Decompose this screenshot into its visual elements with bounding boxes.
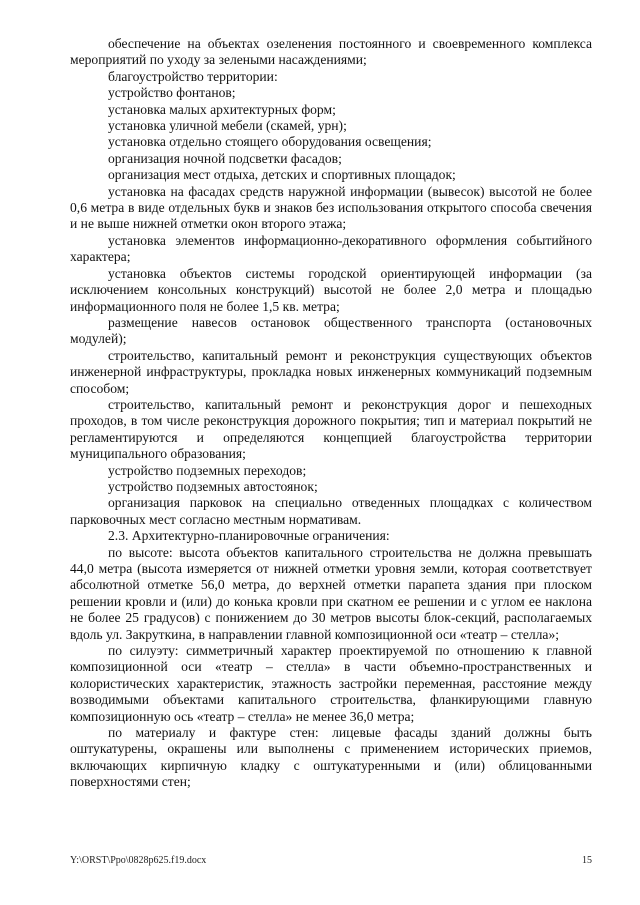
paragraph: по высоте: высота объектов капитального строительства не должна превышать 44,0 метра (высота измеряется от нижней отметки уровня земли, которая соответствует абсолютной отметке 56,0 метра, до верхней отметки парапета здания при плоском решении кровли и (или) до конька кровли при скатном ее решении и с углом ее наклона не более 25 градусов) с понижением до 30 метров высоты блок-секций, располагаемых вдоль ул. Закруткина, в направлении главной композиционной оси «театр – стелла»; (70, 544, 592, 642)
paragraph: организация парковок на специально отведенных площадках с количеством парковочных мест согласно местным нормативам. (70, 495, 592, 527)
paragraph: установка на фасадах средств наружной информации (вывесок) высотой не более 0,6 метра в виде отдельных букв и знаков без использования открытого способа свечения и не выше нижней отметки окон второго этажа; (70, 183, 592, 232)
paragraph: устройство фонтанов; (108, 85, 236, 101)
paragraph: организация ночной подсветки фасадов; (108, 150, 342, 166)
paragraph: размещение навесов остановок общественного транспорта (остановочных модулей); (70, 314, 592, 347)
file-path: Y:\ORST\Ppo\0828p625.f19.docx (70, 855, 207, 866)
paragraph: установка уличной мебели (скамей, урн); (108, 118, 347, 134)
paragraph: организация мест отдыха, детских и спортивных площадок; (108, 167, 456, 183)
paragraph: обеспечение на объектах озеленения постоянного и своевременного комплекса мероприятий по уходу за зелеными насаждениями; (70, 36, 592, 68)
paragraph: строительство, капитальный ремонт и реконструкция существующих объектов инженерной инфраструктуры, прокладка новых инженерных коммуникаций подземным способом; (70, 347, 592, 396)
paragraph: благоустройство территории: (108, 68, 278, 84)
paragraph: устройство подземных автостоянок; (108, 478, 318, 494)
paragraph: установка объектов системы городской ориентирующей информации (за исключением консольных конструкций) высотой не более 2,0 метра и площадью информационного поля не более 1,5 кв. метра; (70, 265, 592, 314)
paragraph: по материалу и фактуре стен: лицевые фасады зданий должны быть оштукатурены, окрашены или выполнены с применением исторических приемов, включающих кирпичную кладку с оштукатуренными и (или) облицованными поверхностями стен; (70, 725, 592, 790)
paragraph: по силуэту: симметричный характер проектируемой по отношению к главной композиционной оси «театр – стелла» в части объемно-пространственных и колористических характеристик, этажность застройки переменная, расстояние между возводимыми объектами капитального строительства, фланкирующими главную композиционную ось «театр – стелла» не менее 36,0 метра; (70, 643, 592, 724)
document-body (70, 36, 592, 791)
paragraph: строительство, капитальный ремонт и реконструкция дорог и пешеходных проходов, в том числе реконструкция дорожного покрытия; тип и материал покрытий не регламентируются и определяются концепцией благоустройства территории муниципального образования; (70, 396, 592, 462)
paragraph: установка элементов информационно-декоративного оформления событийного характера; (70, 232, 592, 265)
paragraph: установка отдельно стоящего оборудования освещения; (108, 134, 432, 150)
paragraph: устройство подземных переходов; (108, 462, 307, 478)
section-heading: 2.3. Архитектурно-планировочные ограничения: (108, 528, 390, 544)
page-number: 15 (582, 855, 592, 866)
paragraph: установка малых архитектурных форм; (108, 101, 336, 117)
